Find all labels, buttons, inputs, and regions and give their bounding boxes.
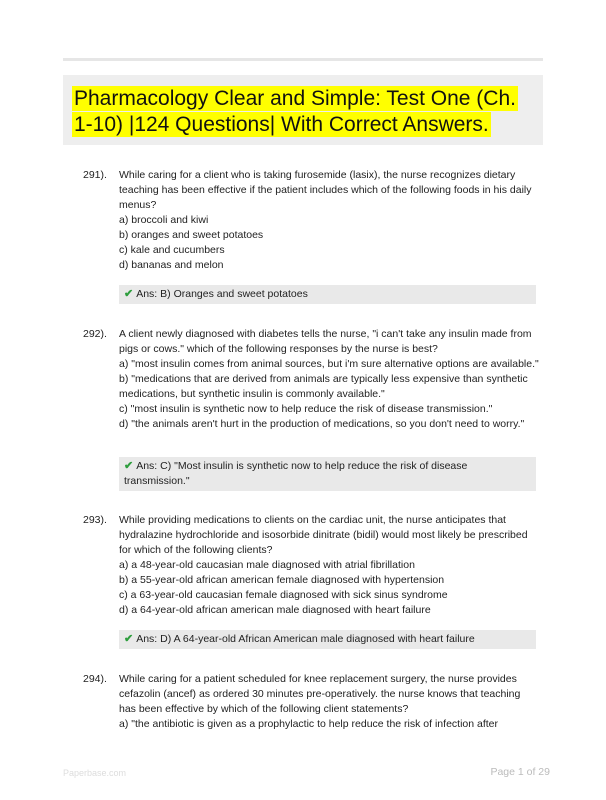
- answer-text: Ans: B) Oranges and sweet potatoes: [136, 288, 308, 300]
- option-d: d) bananas and melon: [119, 259, 224, 271]
- option-c: c) "most insulin is synthetic now to help reduce the risk of disease transmission.": [119, 403, 493, 415]
- question-text: While caring for a patient scheduled for knee replacement surgery, the nurse provides cefazolin (ancef) as ordered 30 minutes pre-operatively. the nurse knows that teaching has been effective by which of the following client statements?: [119, 673, 521, 715]
- option-d: d) a 64-year-old african american male diagnosed with heart failure: [119, 604, 431, 616]
- option-b: b) "medications that are derived from animals are typically less expensive than synthetic medications, but synthetic insulin is commonly available.": [119, 373, 528, 400]
- question-number: 291).: [83, 169, 107, 181]
- checkmark-icon: ✔: [124, 633, 134, 645]
- page-number: Page 1 of 29: [490, 766, 550, 778]
- checkmark-icon: ✔: [124, 288, 134, 300]
- question-body: [119, 168, 539, 273]
- question-body: [119, 672, 539, 732]
- option-a: a) a 48-year-old caucasian male diagnosed with atrial fibrillation: [119, 559, 415, 571]
- answer-291: [119, 285, 536, 304]
- option-a: a) "the antibiotic is given as a prophylactic to help reduce the risk of infection after: [119, 718, 499, 730]
- answer-293: [119, 630, 536, 649]
- checkmark-icon: ✔: [124, 460, 134, 472]
- footer-watermark: Paperbase.com: [63, 768, 127, 778]
- option-c: c) kale and cucumbers: [119, 244, 225, 256]
- question-text: While caring for a client who is taking furosemide (lasix), the nurse recognizes dietary teaching has been effective if the patient includes which of the following foods in his daily menus?: [119, 169, 532, 211]
- option-b: b) a 55-year-old african american female diagnosed with hypertension: [119, 574, 445, 586]
- option-d: d) "the animals aren't hurt in the production of medications, so you don't need to worry.": [119, 418, 525, 430]
- question-text: A client newly diagnosed with diabetes tells the nurse, "i can't take any insulin made from pigs or cows." which of the following responses by the nurse is best?: [119, 328, 532, 355]
- top-divider: [63, 58, 543, 61]
- question-number: 294).: [83, 673, 107, 685]
- option-c: c) a 63-year-old caucasian female diagnosed with sick sinus syndrome: [119, 589, 448, 601]
- question-body: [119, 513, 539, 618]
- document-title: [72, 86, 532, 138]
- question-number: 292).: [83, 328, 107, 340]
- document-title-text: Pharmacology Clear and Simple: Test One (Ch. 1-10) |124 Questions| With Correct Answers.: [74, 87, 516, 136]
- question-number: 293).: [83, 514, 107, 526]
- question-text: While providing medications to clients on the cardiac unit, the nurse anticipates that hydralazine hydrochloride and isosorbide dinitrate (bidil) would most likely be prescribed for which of the following clients?: [119, 514, 528, 556]
- option-a: a) broccoli and kiwi: [119, 214, 209, 226]
- option-b: b) oranges and sweet potatoes: [119, 229, 264, 241]
- answer-text: Ans: C) "Most insulin is synthetic now to help reduce the risk of disease transmission.": [124, 460, 468, 487]
- answer-292: [119, 457, 536, 491]
- option-a: a) "most insulin comes from animal sources, but i'm sure alternative options are available.": [119, 358, 539, 370]
- answer-text: Ans: D) A 64-year-old African American male diagnosed with heart failure: [136, 633, 475, 645]
- question-body: [119, 327, 539, 432]
